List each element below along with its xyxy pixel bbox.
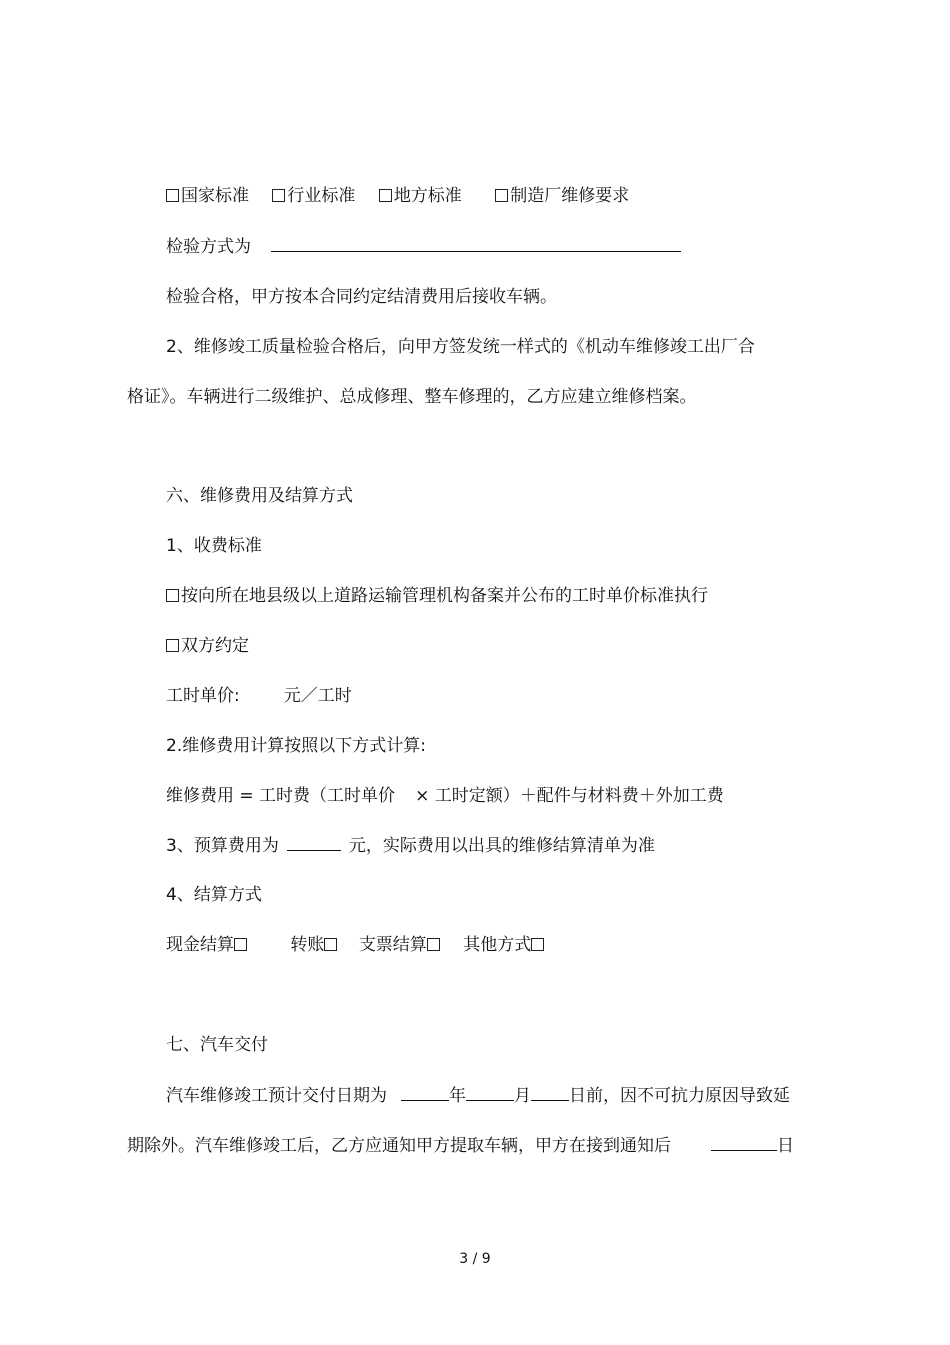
delivery-date-label: 汽车维修竣工预计交付日期为	[166, 1086, 387, 1106]
checkbox-industry-standard[interactable]	[272, 189, 285, 202]
checkbox-fee-option-a[interactable]	[166, 589, 179, 602]
inspection-method-row	[166, 235, 681, 258]
delivery-month-blank[interactable]	[466, 1084, 514, 1101]
section7-title: 七、汽车交付	[166, 1035, 268, 1055]
labor-rate-label: 工时单价:	[166, 686, 240, 706]
checkbox-local-standard[interactable]	[379, 189, 392, 202]
checkbox-pay-check[interactable]	[427, 938, 440, 951]
delivery-year-label: 年	[449, 1086, 466, 1106]
delivery-line2-text: 期除外。汽车维修竣工后，乙方应通知甲方提取车辆，甲方在接到通知后	[127, 1136, 671, 1156]
inspection-method-label: 检验方式为	[166, 237, 251, 257]
fee-option-b-label: 双方约定	[181, 636, 249, 656]
checkbox-pay-transfer[interactable]	[324, 938, 337, 951]
delivery-line1-rest: 日前，因不可抗力原因导致延	[569, 1086, 790, 1106]
pay-cash-label: 现金结算	[166, 935, 234, 955]
pickup-days-blank[interactable]	[711, 1134, 777, 1151]
budget-row	[166, 834, 655, 857]
label-industry-standard: 行业标准	[287, 186, 356, 206]
section6-item4: 4、结算方式	[166, 885, 262, 905]
budget-text: 元，实际费用以出具的维修结算清单为准	[348, 836, 655, 856]
label-manufacturer-requirement: 制造厂维修要求	[510, 186, 630, 206]
checkbox-pay-other[interactable]	[531, 938, 544, 951]
standards-row	[166, 185, 629, 207]
fee-option-a-row	[166, 585, 708, 607]
pay-check-label: 支票结算	[358, 935, 427, 955]
fee-option-b-row	[166, 635, 249, 657]
checkbox-manufacturer-requirement[interactable]	[495, 189, 508, 202]
pay-other-label: 其他方式	[463, 935, 532, 955]
fee-formula-row	[166, 785, 724, 807]
checkbox-pay-cash[interactable]	[234, 938, 247, 951]
labor-rate-unit: 元／工时	[283, 686, 352, 706]
checkbox-fee-option-b[interactable]	[166, 639, 179, 652]
labor-rate-row	[166, 685, 352, 707]
label-national-standard: 国家标准	[181, 186, 249, 206]
checkbox-national-standard[interactable]	[166, 189, 179, 202]
pay-transfer-label: 转账	[290, 935, 325, 955]
payment-methods-row	[166, 934, 546, 956]
delivery-line1	[166, 1084, 790, 1107]
fee-option-a-label: 按向所在地县级以上道路运输管理机构备案并公布的工时单价标准执行	[181, 586, 708, 606]
budget-label: 3、预算费用为	[166, 836, 279, 856]
clause2-line1: 2、维修竣工质量检验合格后，向甲方签发统一样式的《机动车维修竣工出厂合	[166, 337, 755, 357]
clause2-line2: 格证》。车辆进行二级维护、总成修理、整车修理的，乙方应建立维修档案。	[127, 387, 697, 407]
budget-blank[interactable]	[287, 834, 341, 851]
page-number: 3 / 9	[459, 1251, 491, 1267]
label-local-standard: 地方标准	[393, 186, 462, 206]
fee-formula-a: 维修费用 = 工时费（工时单价	[166, 786, 396, 806]
delivery-year-blank[interactable]	[401, 1084, 449, 1101]
inspection-pass-text: 检验合格，甲方按本合同约定结清费用后接收车辆。	[166, 287, 557, 307]
delivery-month-label: 月	[514, 1086, 531, 1106]
delivery-day-blank[interactable]	[531, 1084, 569, 1101]
delivery-line2	[127, 1134, 794, 1157]
pickup-days-label: 日	[777, 1136, 794, 1156]
section6-item1: 1、收费标准	[166, 536, 262, 556]
inspection-method-blank[interactable]	[271, 235, 681, 252]
section6-item2: 2.维修费用计算按照以下方式计算:	[166, 736, 426, 756]
fee-formula-b: × 工时定额）＋配件与材料费＋外加工费	[415, 786, 724, 806]
section6-title: 六、维修费用及结算方式	[166, 486, 353, 506]
